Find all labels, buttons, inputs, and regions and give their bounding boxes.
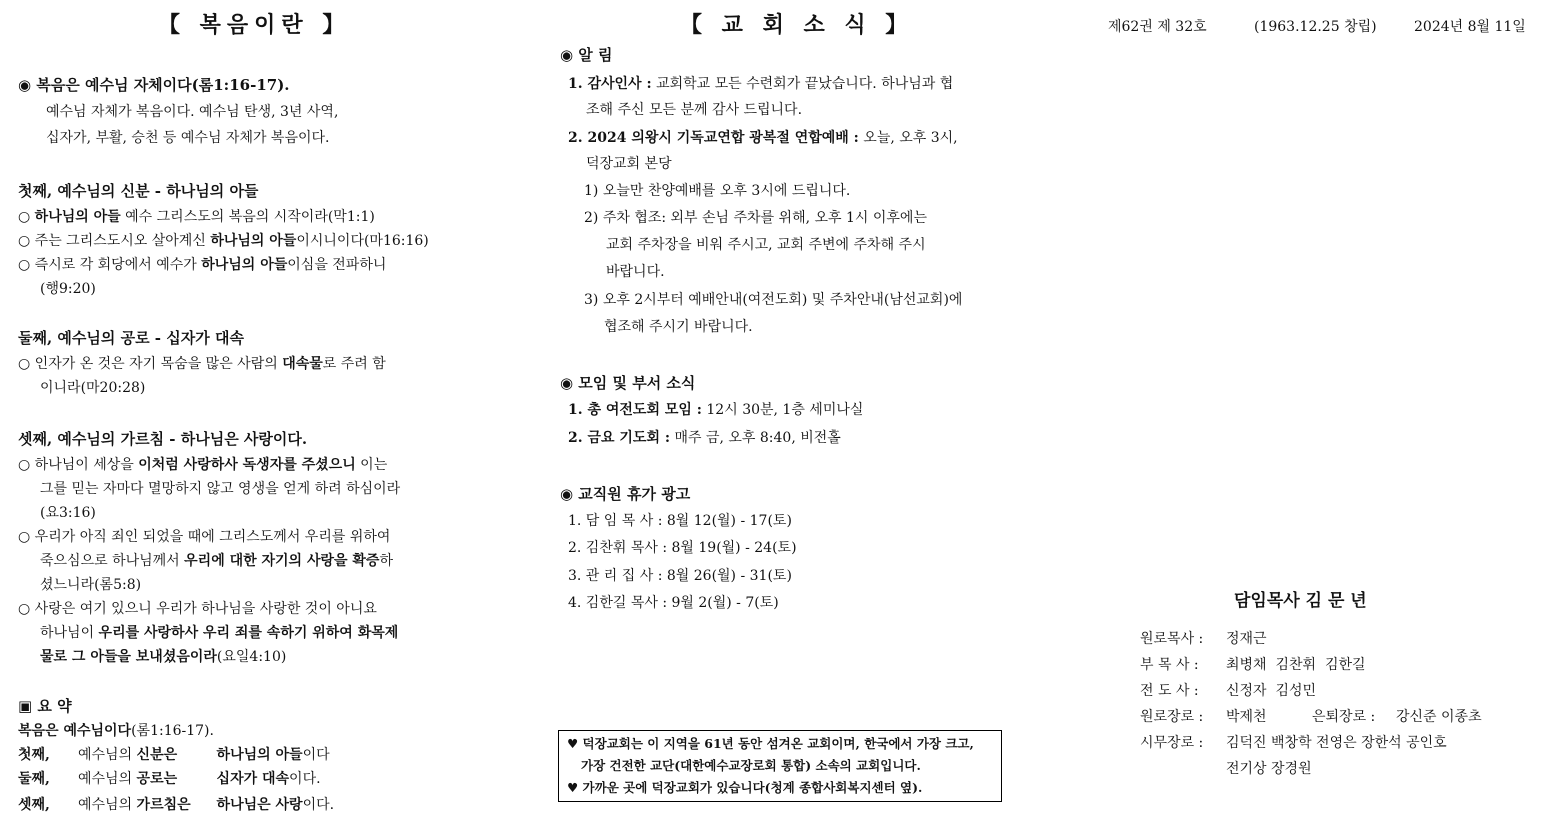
meeting-1: [568, 398, 863, 422]
notice-2-sub-2-cont: 교회 주차장을 비워 주시고, 교회 주변에 주차해 주시: [606, 237, 926, 253]
emphasis: 우리를 사랑하사 우리 죄를 속하기 위하여 화목제: [98, 625, 399, 641]
emphasis: 복음은 예수님이다: [18, 723, 132, 739]
text: 오늘, 오후 3시,: [858, 130, 958, 146]
section3-item-1: [18, 453, 387, 477]
staff-row-3: [1140, 679, 1316, 703]
church-info-box: [558, 730, 1002, 802]
meeting-heading: ◉ 모임 및 부서 소식: [560, 374, 696, 392]
text: ○: [18, 209, 35, 225]
notice-1-cont: 조해 주신 모든 분께 감사 드립니다.: [586, 102, 803, 118]
text: 예수님의: [78, 747, 137, 763]
section2-heading: 둘째, 예수님의 공로 - 십자가 대속: [18, 329, 244, 347]
text: 이시니이다(마16:16): [296, 233, 429, 249]
staff-label: 시무장로 :: [1140, 735, 1204, 751]
text: 하: [379, 553, 393, 569]
vacation-heading: ◉ 교직원 휴가 광고: [560, 485, 691, 503]
staff-label: 원로목사 :: [1140, 631, 1204, 647]
gospel-main-line-1: 예수님 자체가 복음이다. 예수님 탄생, 3년 사역,: [46, 104, 339, 120]
section3-heading: 셋째, 예수님의 가르침 - 하나님은 사랑이다.: [18, 430, 308, 448]
emphasis: 하나님은 사랑: [216, 797, 303, 813]
notice-2-sub-3-cont: 협조해 주시기 바랍니다.: [604, 319, 753, 335]
emphasis: 하나님의 아들: [34, 209, 121, 225]
notice-1: [568, 72, 953, 96]
notice-2-sub-3: 3) 오후 2시부터 예배안내(여전도회) 및 주차안내(남선교회)에: [584, 292, 963, 308]
notice-2-cont: 덕장교회 본당: [586, 156, 672, 172]
gospel-title: 【 복음이란 】: [158, 12, 351, 38]
staff-label: 은퇴장로 :: [1312, 709, 1376, 725]
text: 이는: [355, 457, 388, 473]
vacation-4: 4. 김한길 목사 : 9월 2(월) - 7(토): [568, 595, 779, 611]
emphasis: 공로는: [136, 771, 178, 787]
volume-number: 제62권 제 32호: [1108, 19, 1207, 35]
text: 이다.: [302, 797, 335, 813]
summary-line-4: [18, 793, 334, 817]
label: 1. 감사인사 :: [568, 76, 652, 92]
text: (요일4:10): [216, 649, 287, 665]
summary-line-1: [18, 719, 214, 743]
emphasis: 하나님의 아들: [216, 747, 303, 763]
text: ○ 즉시로 각 회당에서 예수가: [18, 257, 202, 273]
staff-value: 박제천: [1226, 709, 1267, 725]
section3-item-2: ○ 우리가 아직 죄인 되었을 때에 그리스도께서 우리를 위하여: [18, 529, 391, 545]
emphasis: 십자가 대속: [216, 771, 290, 787]
section3-item-3-end: [40, 645, 286, 669]
text: 예수님의: [78, 771, 137, 787]
section1-item-1: [18, 205, 375, 229]
staff-label: 전 도 사 :: [1140, 683, 1199, 699]
staff-row-5-cont: 전기상 장경원: [1226, 761, 1312, 777]
text: ○ 주는 그리스도시오 살아계신: [18, 233, 211, 249]
emphasis: 하나님의 아들: [210, 233, 297, 249]
vacation-2: 2. 김찬휘 목사 : 8월 19(월) - 24(토): [568, 540, 797, 556]
staff-label: 부 목 사 :: [1140, 657, 1199, 673]
text: ○ 하나님이 세상을: [18, 457, 139, 473]
notice-2-sub-1: 1) 오늘만 찬양예배를 오후 3시에 드립니다.: [584, 183, 851, 199]
staff-value: 정재근: [1226, 631, 1267, 647]
text: 예수님의: [78, 797, 137, 813]
gospel-main-heading: ◉ 복음은 예수님 자체이다(롬1:16-17).: [18, 76, 290, 94]
notice-2-sub-2-end: 바랍니다.: [606, 264, 665, 280]
founded-date: (1963.12.25 창립): [1254, 19, 1377, 35]
section2-item-1-cont: 이니라(마20:28): [40, 380, 146, 396]
section1-item-3: [18, 253, 386, 277]
staff-row-2: [1140, 653, 1366, 677]
issue-date: 2024년 8월 11일: [1414, 19, 1526, 35]
section3-item-1-ref: (요3:16): [40, 505, 96, 521]
text: 이다.: [289, 771, 321, 787]
staff-value: 김덕진 백창학 전영은 장한석 공인호: [1226, 735, 1447, 751]
text: 죽으심으로 하나님께서: [40, 553, 185, 569]
text: ○ 인자가 온 것은 자기 목숨을 많은 사람의: [18, 356, 283, 372]
emphasis: 가르침은: [136, 797, 191, 813]
text: 이심을 전파하니: [287, 257, 387, 273]
section1-heading: 첫째, 예수님의 신분 - 하나님의 아들: [18, 182, 259, 200]
summary-line-2: [18, 743, 330, 767]
emphasis: 하나님의 아들: [201, 257, 288, 273]
section3-item-3: ○ 사랑은 여기 있으니 우리가 하나님을 사랑한 것이 아니요: [18, 601, 377, 617]
staff-row-4: [1140, 705, 1482, 729]
gospel-main-line-2: 십자가, 부활, 승천 등 예수님 자체가 복음이다.: [46, 130, 330, 146]
label: 셋째,: [18, 797, 50, 813]
notice-2: [568, 126, 958, 150]
label: 1. 총 여전도회 모임 :: [568, 402, 702, 418]
section3-item-2-ref: 셨느니라(롬5:8): [40, 577, 142, 593]
notice-2-sub-2: 2) 주차 협조: 외부 손님 주차를 위해, 오후 1시 이후에는: [584, 210, 927, 226]
emphasis: 우리에 대한 자기의 사랑을 확증: [184, 553, 380, 569]
text: 12시 30분, 1층 세미나실: [701, 402, 864, 418]
text: (롬1:16-17).: [131, 723, 214, 739]
senior-pastor: 담임목사 김 문 년: [1234, 591, 1367, 611]
news-title: 【 교 회 소 식 】: [680, 12, 914, 38]
text: 이다: [302, 747, 330, 763]
staff-value: 강신준 이종초: [1396, 709, 1482, 725]
church-info-line-2: 가장 건전한 교단(대한예수교장로회 통합) 소속의 교회입니다.: [581, 758, 921, 773]
section3-item-3-cont: [40, 621, 398, 645]
label: 2. 2024 의왕시 기독교연합 광복절 연합예배 :: [568, 130, 859, 146]
section3-item-1-cont: 그를 믿는 자마다 멸망하지 않고 영생을 얻게 하려 하심이라: [40, 481, 401, 497]
text: 하나님이: [40, 625, 99, 641]
label: 둘째,: [18, 771, 50, 787]
section1-item-3-ref: (행9:20): [40, 281, 96, 297]
label: 2. 금요 기도회 :: [568, 430, 671, 446]
label: 첫째,: [18, 747, 50, 763]
text: 교회학교 모든 수련회가 끝났습니다. 하나님과 협: [651, 76, 954, 92]
staff-value: 신정자 김성민: [1226, 683, 1317, 699]
text: 로 주려 함: [322, 356, 386, 372]
church-info-line-1: ♥ 덕장교회는 이 지역을 61년 동안 섬겨온 교회이며, 한국에서 가장 크고,: [567, 736, 974, 751]
emphasis: 이처럼 사랑하사 독생자를 주셨으니: [138, 457, 356, 473]
notice-heading: ◉ 알 림: [560, 46, 613, 64]
staff-value: 최병채 김찬휘 김한길: [1226, 657, 1366, 673]
emphasis: 대속물: [282, 356, 323, 372]
text: 예수 그리스도의 복음의 시작이라(막1:1): [120, 209, 375, 225]
text: 매주 금, 오후 8:40, 비전홀: [670, 430, 841, 446]
section3-item-2-cont: [40, 549, 393, 573]
church-info-line-3: ♥ 가까운 곳에 덕장교회가 있습니다(청계 종합사회복지센터 옆).: [567, 780, 923, 795]
staff-row-1: [1140, 627, 1267, 651]
section2-item-1: [18, 352, 386, 376]
emphasis: 신분은: [136, 747, 178, 763]
summary-heading: ▣ 요 약: [18, 697, 72, 715]
emphasis: 물로 그 아들을 보내셨음이라: [40, 649, 217, 665]
summary-line-3: [18, 767, 321, 791]
section1-item-2: [18, 229, 429, 253]
staff-label: 원로장로 :: [1140, 709, 1204, 725]
meeting-2: [568, 426, 841, 450]
vacation-3: 3. 관 리 집 사 : 8월 26(월) - 31(토): [568, 568, 792, 584]
staff-row-5: [1140, 731, 1447, 755]
vacation-1: 1. 담 임 목 사 : 8월 12(월) - 17(토): [568, 513, 792, 529]
